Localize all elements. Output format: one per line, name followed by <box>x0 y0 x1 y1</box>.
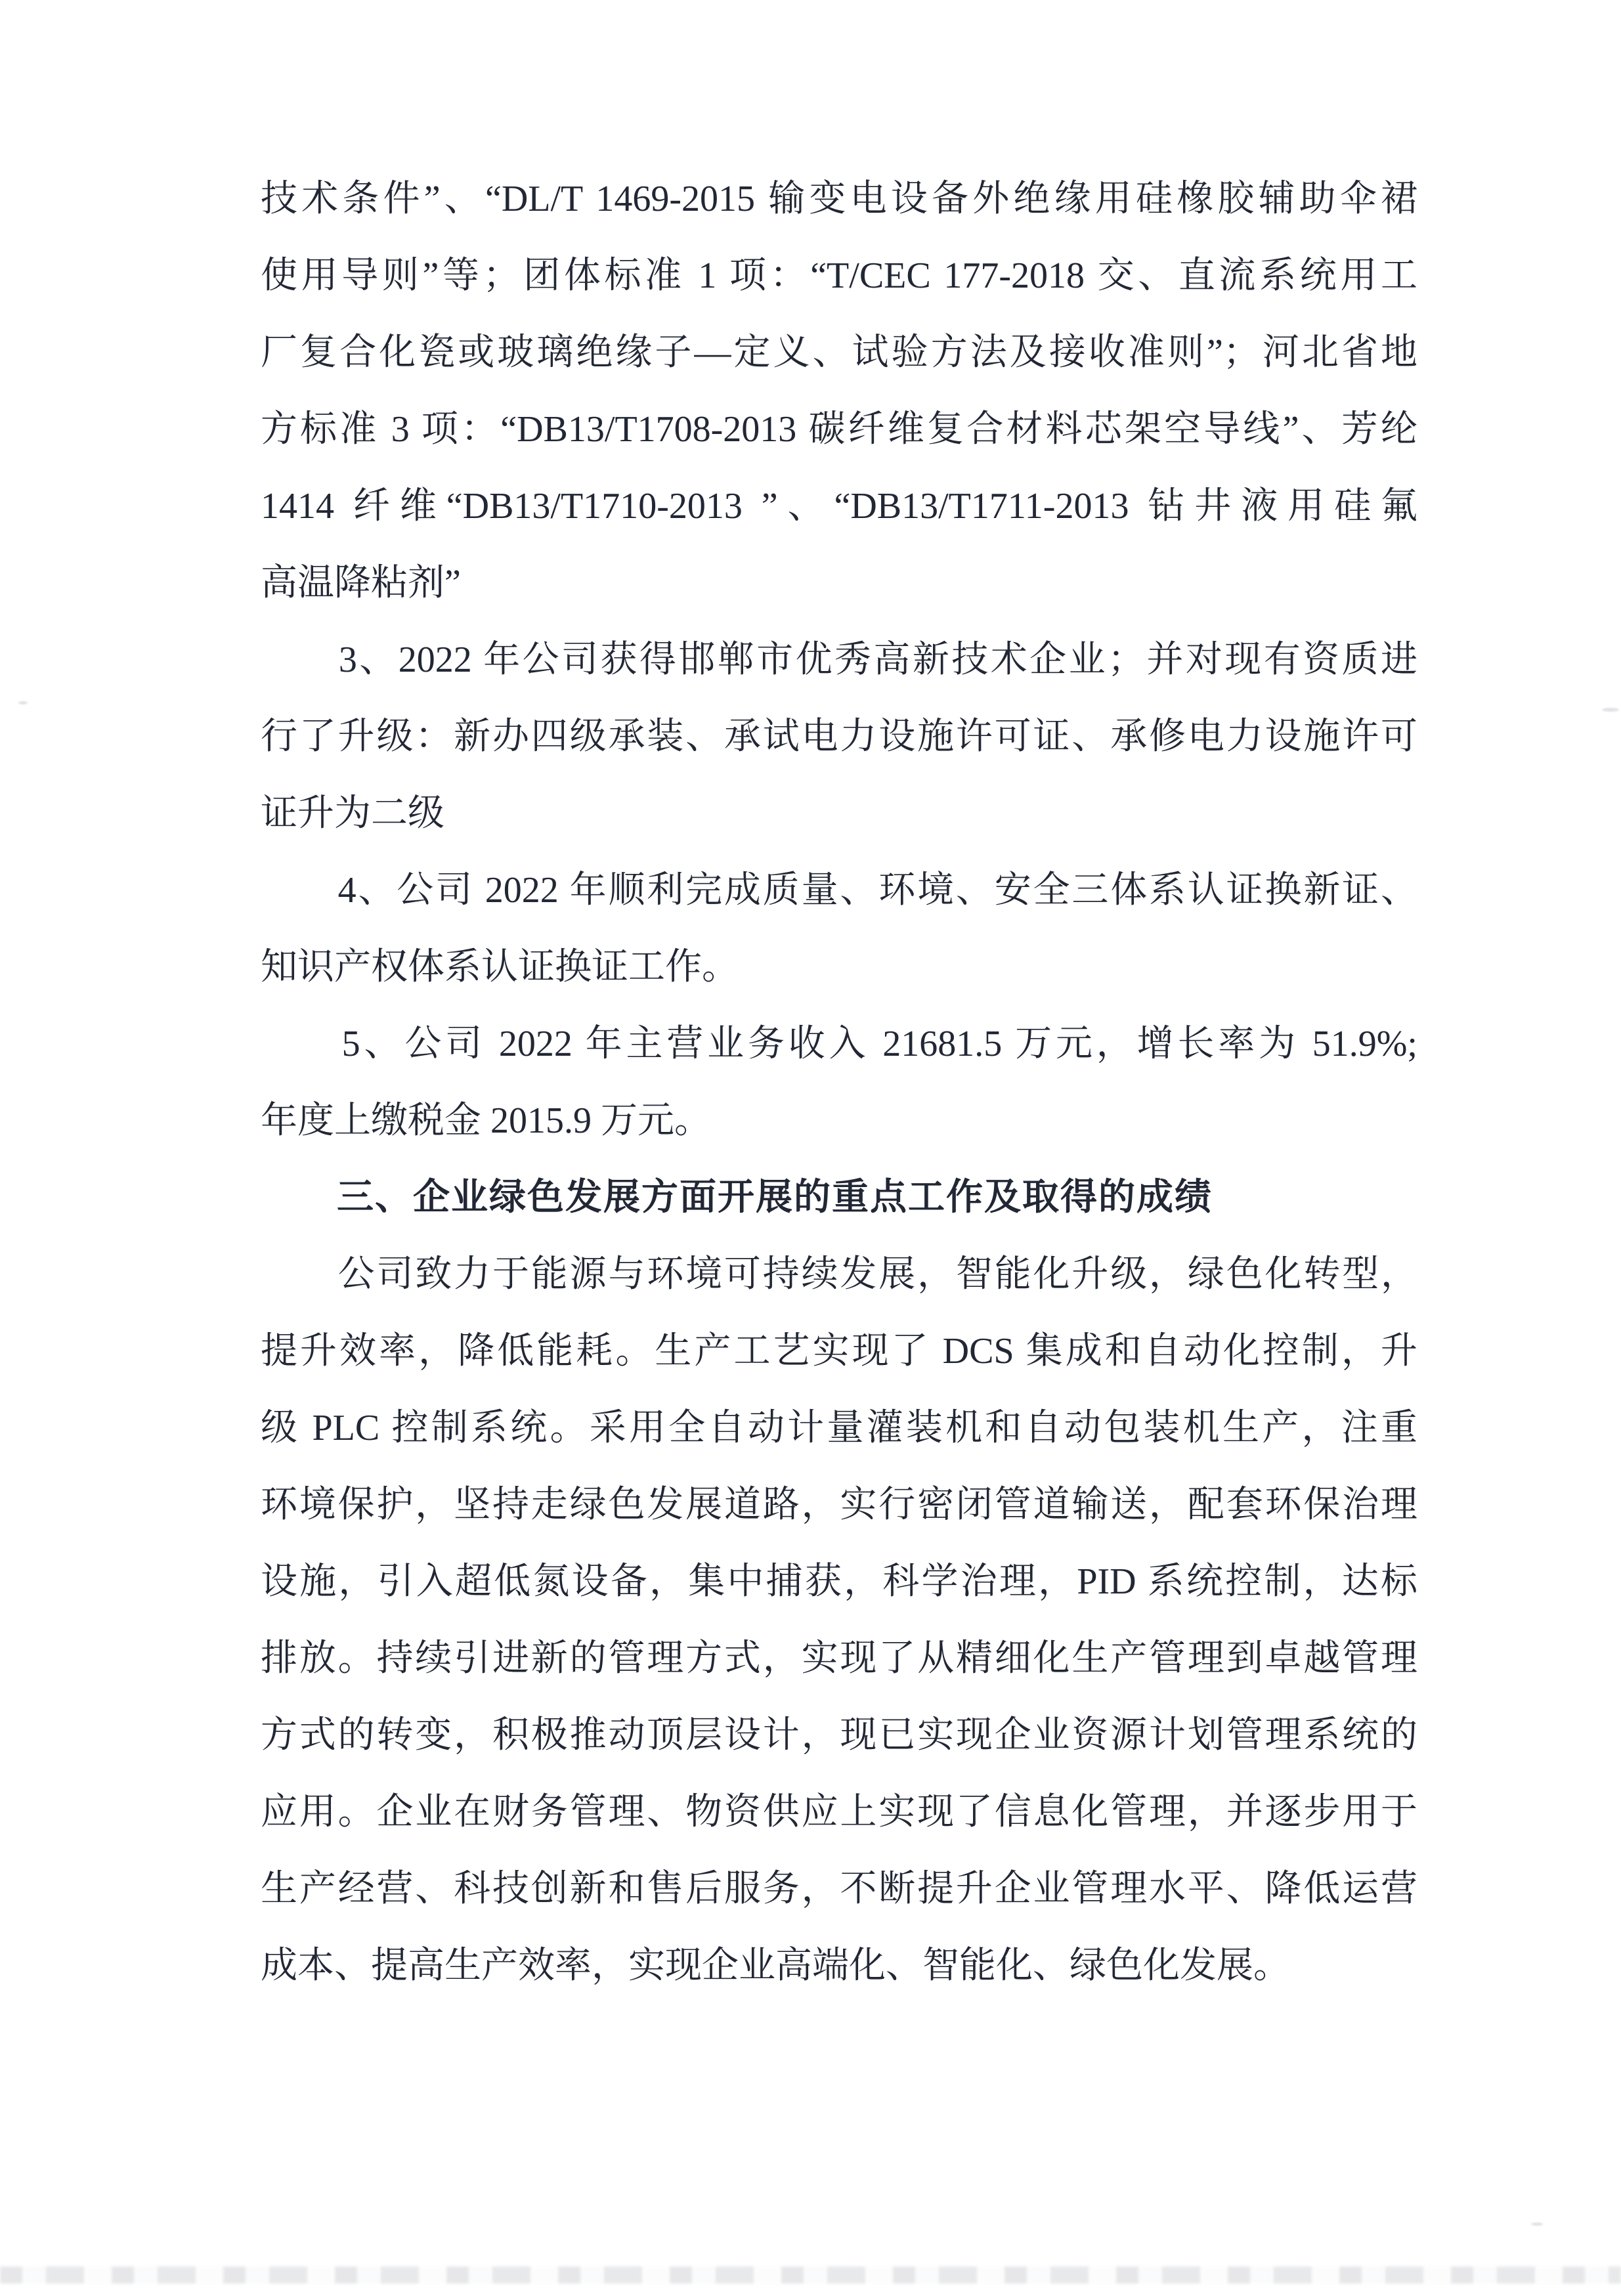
text-line: 证升为二级 <box>261 793 444 834</box>
text-line: 应用。企业在财务管理、物资供应上实现了信息化管理，并逐步用于 <box>261 1792 1417 1832</box>
text-line: 年度上缴税金 2015.9 万元。 <box>261 1100 711 1141</box>
para-item-5-revenue <box>261 1006 1417 1159</box>
scan-speckle <box>1531 2222 1543 2226</box>
text-line: 方标准 3 项：“DB13/T1708-2013 碳纤维复合材料芯架空导线”、芳纶 <box>261 409 1417 450</box>
text-line: 设施，引入超低氮设备，集中捕获，科学治理，PID 系统控制，达标 <box>261 1561 1417 1602</box>
text-line: 方式的转变，积极推动顶层设计，现已实现企业资源计划管理系统的 <box>261 1715 1417 1756</box>
text-line: 5、公司 2022 年主营业务收入 21681.5 万元，增长率为 51.9%; <box>261 1024 1417 1064</box>
text-line: 环境保护，坚持走绿色发展道路，实行密闭管道输送，配套环保治理 <box>261 1484 1417 1525</box>
text-line: 高温降粘剂” <box>261 563 461 603</box>
text-line: 公司致力于能源与环境可持续发展，智能化升级，绿色化转型， <box>261 1254 1417 1295</box>
para-item-3-qualifications <box>261 622 1417 852</box>
text-line: 三、企业绿色发展方面开展的重点工作及取得的成绩 <box>261 1177 1213 1218</box>
text-line: 排放。持续引进新的管理方式，实现了从精细化生产管理到卓越管理 <box>261 1638 1417 1679</box>
text-line: 行了升级：新办四级承装、承试电力设施许可证、承修电力设施许可 <box>261 716 1417 757</box>
text-line: 技术条件”、“DL/T 1469-2015 输变电设备外绝缘用硅橡胶辅助伞裙 <box>261 179 1417 219</box>
scan-speckle <box>1602 708 1619 712</box>
text-line: 成本、提高生产效率，实现企业高端化、智能化、绿色化发展。 <box>261 1945 1290 1986</box>
text-line: 使用导则”等；团体标准 1 项：“T/CEC 177-2018 交、直流系统用工 <box>261 255 1417 296</box>
text-line: 级 PLC 控制系统。采用全自动计量灌装机和自动包装机生产，注重 <box>261 1408 1417 1448</box>
text-line: 3、2022 年公司获得邯郸市优秀高新技术企业；并对现有资质进 <box>261 639 1417 680</box>
text-line: 厂复合化瓷或玻璃绝缘子—定义、试验方法及接收准则”；河北省地 <box>261 332 1417 373</box>
para-item-4-certifications <box>261 852 1417 1006</box>
para-green-development-body <box>261 1236 1417 2004</box>
section-heading-green-development <box>261 1159 1417 1236</box>
text-line: 生产经营、科技创新和售后服务，不断提升企业管理水平、降低运营 <box>261 1869 1417 1909</box>
text-line: 4、公司 2022 年顺利完成质量、环境、安全三体系认证换新证、 <box>261 870 1417 911</box>
text-line: 提升效率，降低能耗。生产工艺实现了 DCS 集成和自动化控制，升 <box>261 1331 1418 1372</box>
para-standards-continued <box>261 161 1417 622</box>
document-text <box>261 161 1417 2004</box>
text-line: 知识产权体系认证换证工作。 <box>261 947 739 987</box>
scan-speckle <box>18 701 28 704</box>
scan-artifact-bottom <box>0 2266 1621 2284</box>
text-line: 1414 纤维“DB13/T1710-2013 ”、“DB13/T1711-2013 钻井液用硅氟 <box>261 486 1417 527</box>
